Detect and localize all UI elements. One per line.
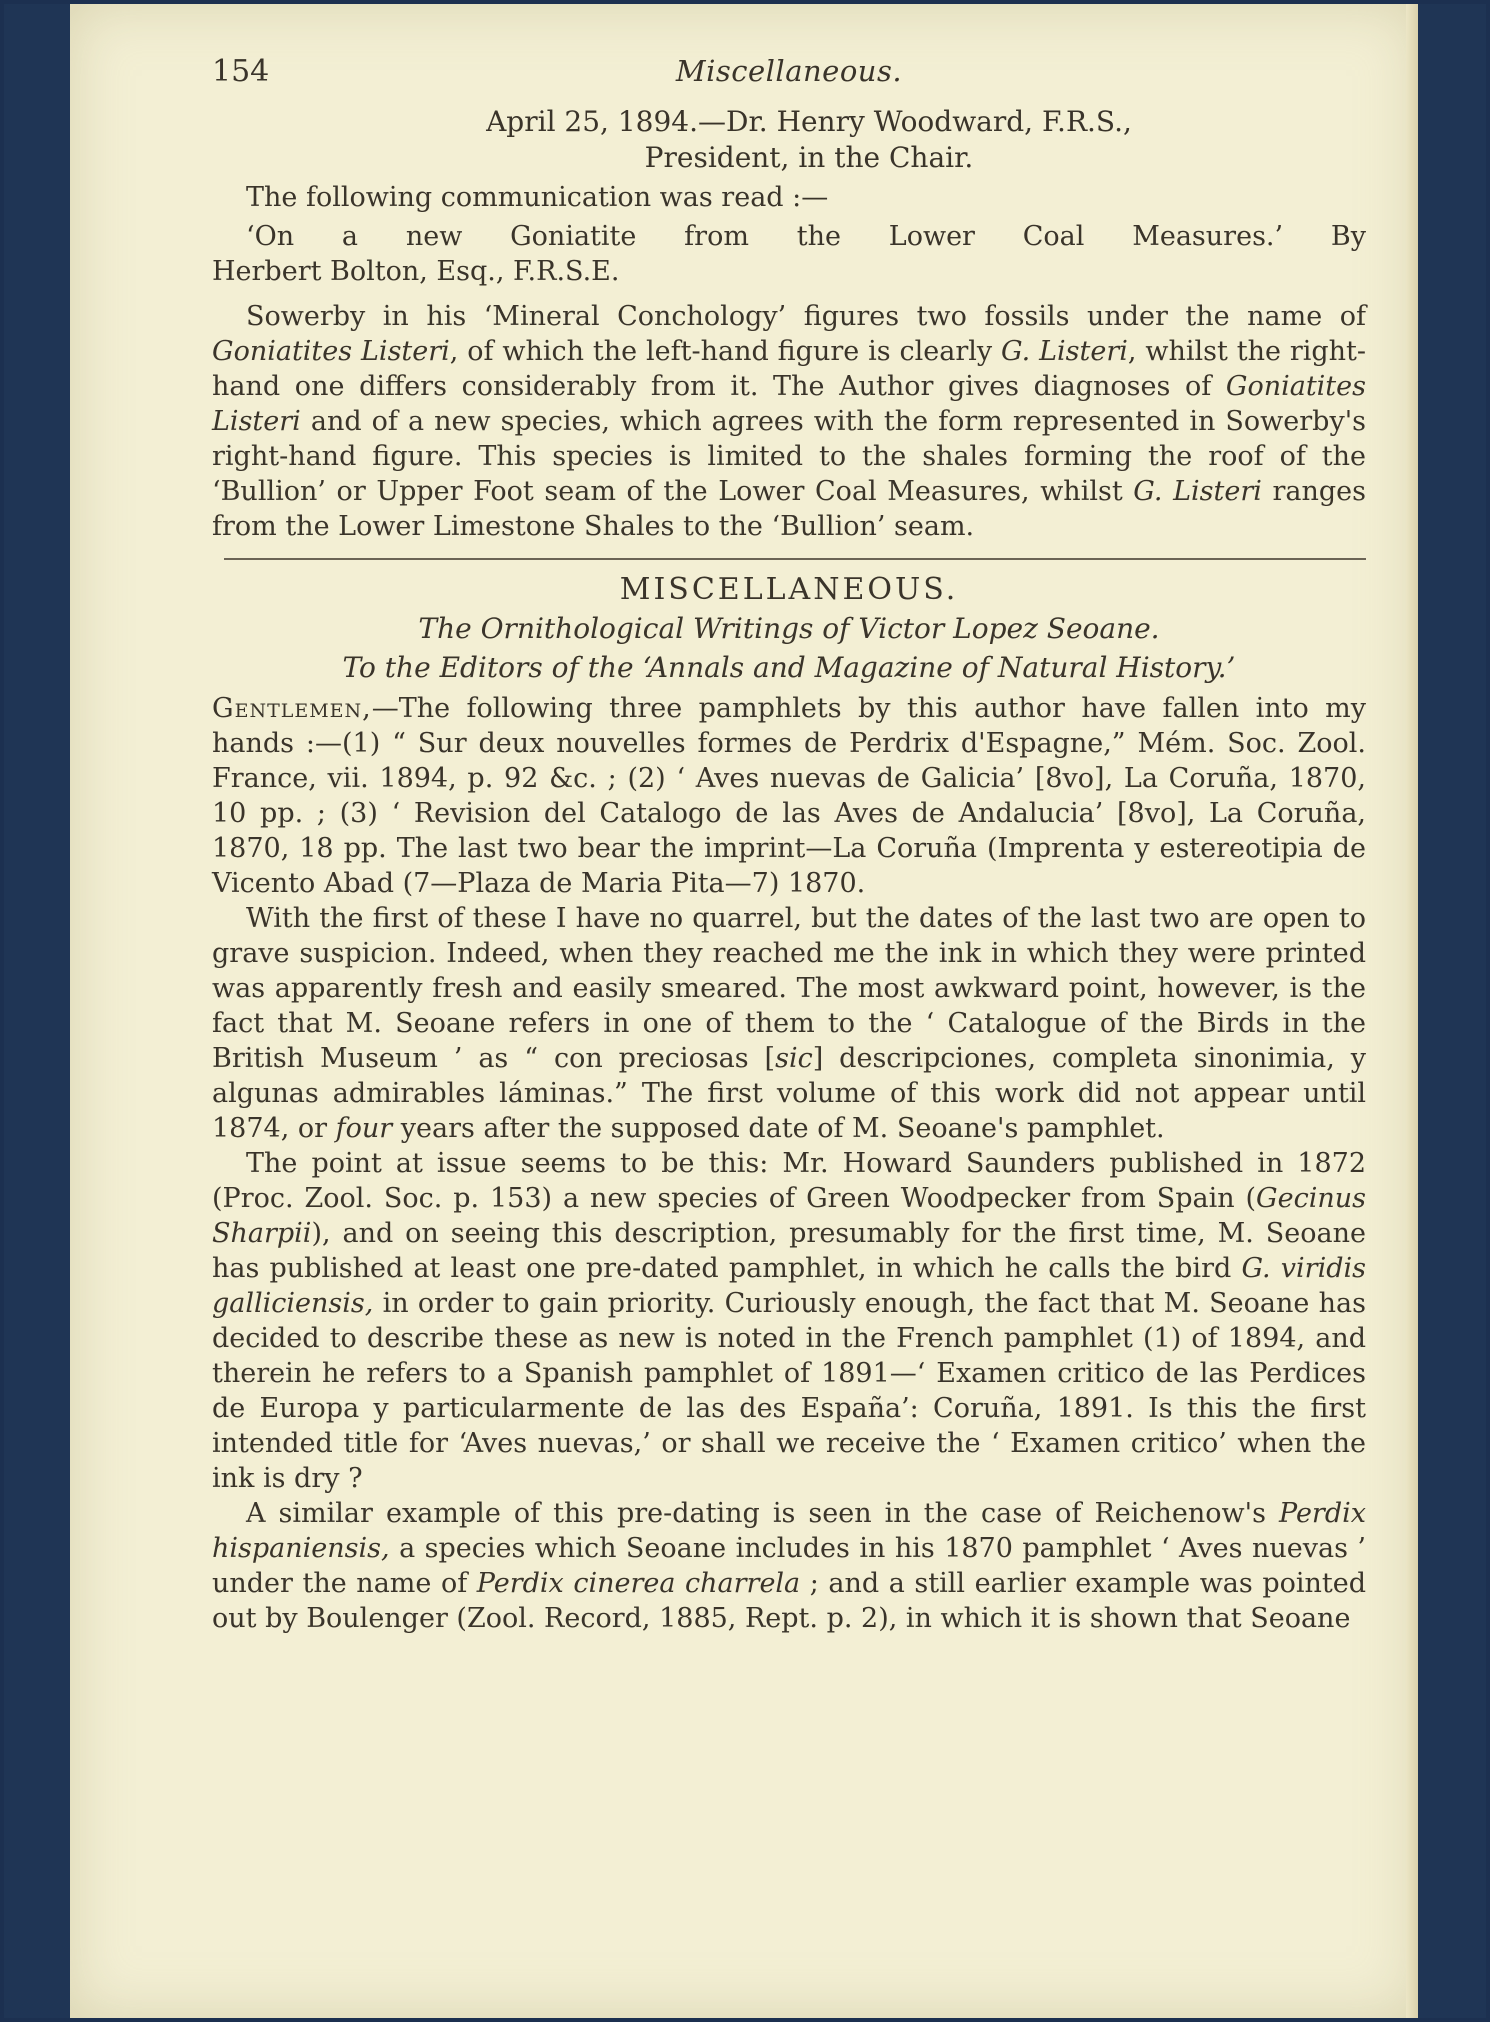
species-name: Perdix hispaniensis, [212,1498,1366,1564]
meeting-chair-line: President, in the Chair. [644,141,974,174]
letter-text: With the first of these I have no quarrel, but the dates of the last two are open to grave suspicion. Indeed, when they reached me the ink in which they were printed was apparently fresh and easily smeared. The most awkward point, however, is the fact that M. Seoane refers in one of them to the ‘ Catalogue of the Birds in the British Museum ’ as “ con preciosas [ [212,903,1366,1074]
letter-text: years after the supposed date of M. Seoane's pamphlet. [392,1113,1165,1144]
scanned-page [70,4,1418,2018]
letter-text: ; and a still earlier example was pointed out by Boulenger (Zool. Record, 1885, Rept. p. 2), in which it is shown that Seoane [212,1568,1367,1634]
letter-text: —The following three pamphlets by this author have fallen into my hands :—(1) “ Sur deux nouvelles formes de Perdrix d'Espagne,” Mém. Soc. Zool. France, vii. 1894, p. 92 &c. ; (2) ‘ Aves nuevas de Galicia’ [8vo], La Coruña, 1870, 10 pp. ; (3) ‘ Revision del Catalogo de las Aves de Andalucia’ [8vo], La Coruña, 1870, 18 pp. The last two bear the imprint—La Coruña (Imprenta y estereotipia de Vicento Abad (7—Plaza de Maria Pita—7) 1870. [212,693,1366,899]
page-content [212,54,1366,1636]
page-number: 154 [212,54,270,89]
salutation: Gentlemen, [212,693,372,724]
abstract-text: and of a new species, which agrees with the form represented in Sowerby's right-hand figure. This species is limited to the shales forming the roof of the ‘Bullion’ or Upper Foot seam of the Lower Coal Measures, whilst [212,406,1366,507]
abstract-text: ranges from the Lower Limestone Shales to the ‘Bullion’ seam. [212,476,1366,542]
abstract-species: Goniatites Listeri [212,371,1366,437]
letter-paragraph-3 [212,1146,1366,1496]
letter-address: To the Editors of the ‘Annals and Magazine of Natural History.’ [342,651,1236,684]
letter-text: in order to gain priority. Curiously enough, the fact that M. Seoane has decided to describe these as new is noted in the French pamphlet (1) of 1894, and therein he refers to a Spanish pamphlet of 1891—‘ Examen critico de las Perdices de Europa y particularmente de las des España’: Coruña, 1891. Is this the first intended title for ‘Aves nuevas,’ or shall we receive the ‘ Examen critico’ when the ink is dry ? [212,1288,1366,1494]
section-heading: MISCELLANEOUS. [619,572,959,607]
letter-text: The point at issue seems to be this: Mr. Howard Saunders published in 1872 (Proc. Zool. Soc. p. 153) a new species of Green Woodpecker from Spain ( [212,1148,1366,1214]
letter-text: ] descripciones, completa sinonimia, y algunas admirables láminas.” The first volume of this work did not appear until 1874, or [212,1043,1366,1144]
species-name: Gecinus Sharpii [212,1183,1366,1249]
communication-title-line2: Herbert Bolton, Esq., F.R.S.E. [212,256,620,287]
abstract-text: , whilst the right-hand one differs considerably from it. The Author gives diagnoses of [212,336,1367,402]
abstract-species: Goniatites Listeri [212,336,450,367]
communication-title-line1: ‘On a new Goniatite from the Lower Coal Measures.’ By [246,221,1366,252]
letter-text: A similar example of this pre-dating is seen in the case of Reichenow's [246,1498,1279,1529]
page-header [212,54,1366,98]
abstract-species: G. Listeri [1133,476,1262,507]
page-edge [1406,4,1418,2018]
section-divider [224,558,1366,560]
communication-abstract [212,299,1366,544]
species-name: G. viridis galliciensis, [212,1253,1366,1319]
abstract-species: G. Listeri [1001,336,1128,367]
letter-text: ), and on seeing this description, presumably for the first time, M. Seoane has published at least one pre-dated pamphlet, in which he calls the bird [212,1218,1366,1284]
letter-paragraph-4 [212,1496,1366,1636]
meeting-date-line: April 25, 1894.—Dr. Henry Woodward, F.R.S., [486,105,1132,138]
letter-paragraph-1 [212,691,1366,901]
letter-text: a species which Seoane includes in his 1870 pamphlet ‘ Aves nuevas ’ under the name of [212,1533,1366,1599]
abstract-text: Sowerby in his ‘Mineral Conchology’ figures two fossils under the name of [246,301,1366,332]
abstract-text: , of which the left-hand figure is clearly [449,336,1002,367]
sic-note: sic [775,1043,813,1074]
species-name: Perdix cinerea charrela [476,1568,801,1599]
running-title: Miscellaneous. [675,54,903,88]
communication-intro: The following communication was read :— [246,182,829,213]
article-title: The Ornithological Writings of Victor Lopez Seoane. [418,612,1160,645]
emphasis-four: four [335,1113,393,1144]
letter-paragraph-2 [212,901,1366,1146]
